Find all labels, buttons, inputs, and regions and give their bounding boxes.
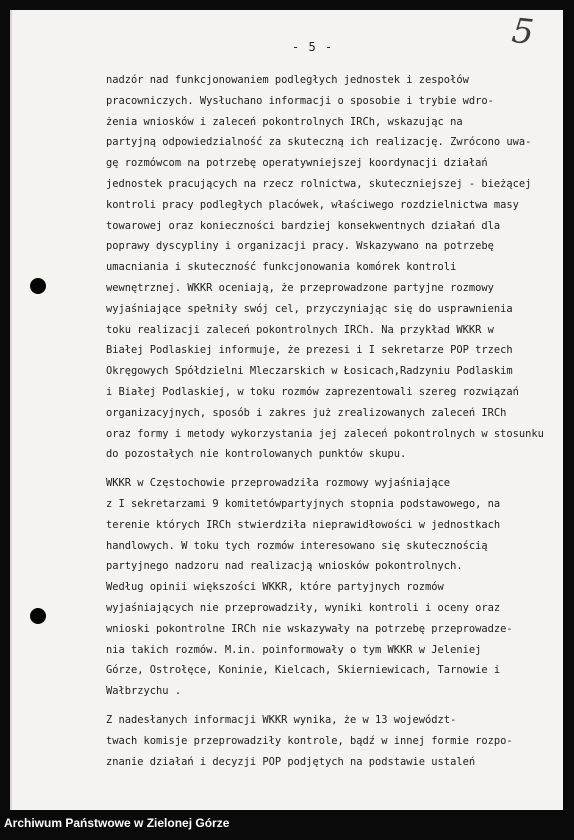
text-line: twach komisje przeprowadziły kontrole, bądź w innej formie rozpo- (106, 734, 513, 747)
text-line: znanie działań i decyzji POP podjętych na podstawie ustaleń (106, 755, 476, 768)
text-line: nadzór nad funkcjonowaniem podległych jednostek i zespołów (106, 74, 469, 86)
text-line: nia takich rozmów. M.in. poinformowały o tym WKKR w Jeleniej (106, 643, 482, 656)
text-line: towarowej oraz konieczności bardziej konsekwentnych działań dla (106, 219, 501, 232)
text-line: Okręgowych Spółdzielni Mleczarskich w Łosicach,Radzyniu Podlaskim (106, 365, 513, 378)
paragraph-gap (106, 702, 546, 710)
text-line: kontroli pracy podległych placówek, właściwego rozdzielnictwa masy (106, 198, 519, 211)
page-edge (10, 10, 12, 810)
text-line: wyjaśniających nie przeprowadziły, wyniki kontroli i oceny oraz (106, 601, 501, 614)
text-line: toku realizacji zaleceń pokontrolnych IRCh. Na przykład WKKR w (106, 323, 494, 336)
text-line: partyjną odpowiedzialność za skuteczną ich realizację. Zwrócono uwa- (106, 136, 532, 149)
document-body-text (106, 70, 546, 772)
text-line: wewnętrznej. WKKR oceniają, że przeprowadzone partyjne rozmowy (106, 281, 494, 294)
text-line: gę rozmówcom na potrzebę operatywniejszej koordynacji działań (106, 157, 488, 170)
text-line: Wałbrzychu . (106, 685, 182, 698)
text-line: terenie których IRCh stwierdziła nieprawidłowości w jednostkach (106, 518, 501, 531)
text-line: WKKR w Częstochowie przeprowadziła rozmowy wyjaśniające (106, 477, 451, 490)
punch-hole (30, 278, 46, 294)
text-line: żenia wniosków i zaleceń pokontrolnych IRCh, wskazując na (106, 115, 463, 128)
text-line: jednostek pracujących na rzecz rolnictwa, skuteczniejszej - bieżącej (106, 177, 532, 190)
text-line: wyjaśniające spełniły swój cel, przyczyniając się do usprawnienia (106, 302, 513, 315)
punch-hole (30, 608, 46, 624)
text-line: handlowych. W toku tych rozmów interesowano się skutecznością (106, 539, 488, 552)
text-line: wnioski pokontrolne IRCh nie wskazywały na potrzebę przeprowadze- (106, 622, 513, 635)
text-line: do pozostałych nie kontrolowanych punktów skupu. (106, 448, 407, 461)
text-line: poprawy dyscypliny i organizacji pracy. Wskazywano na potrzebę (106, 240, 494, 253)
text-line: i Białej Podlaskiej, w toku rozmów zaprezentowali szereg rozwiązań (106, 385, 519, 398)
text-line: z I sekretarzami 9 komitetówpartyjnych stopnia podstawowego, na (106, 497, 501, 510)
text-line: oraz formy i metody wykorzystania jej zaleceń pokontrolnych w stosunku (106, 427, 544, 440)
text-line: Białej Podlaskiej informuje, że prezesi i I sekretarze POP trzech (106, 344, 513, 357)
handwritten-page-number: 5 (509, 10, 536, 54)
text-line: Według opinii większości WKKR, które partyjnych rozmów (106, 581, 444, 594)
paragraph-gap (106, 465, 546, 473)
page-number: - 5 - (292, 40, 334, 54)
text-line: organizacyjnych, sposób i zakres już zrealizowanych zaleceń IRCh (106, 406, 507, 419)
archive-footer-caption: Archiwum Państwowe w Zielonej Górze (4, 816, 230, 830)
text-line: pracowniczych. Wysłuchano informacji o sposobie i trybie wdro- (106, 94, 494, 107)
text-line: Górze, Ostrołęce, Koninie, Kielcach, Skierniewicach, Tarnowie i (106, 664, 501, 677)
text-line: partyjnego nadzoru nad realizacją wniosków pokontrolnych. (106, 560, 463, 573)
text-line: umacniania i skuteczność funkcjonowania komórek kontroli (106, 261, 457, 274)
text-line: Z nadesłanych informacji WKKR wynika, że w 13 województ- (106, 713, 457, 726)
